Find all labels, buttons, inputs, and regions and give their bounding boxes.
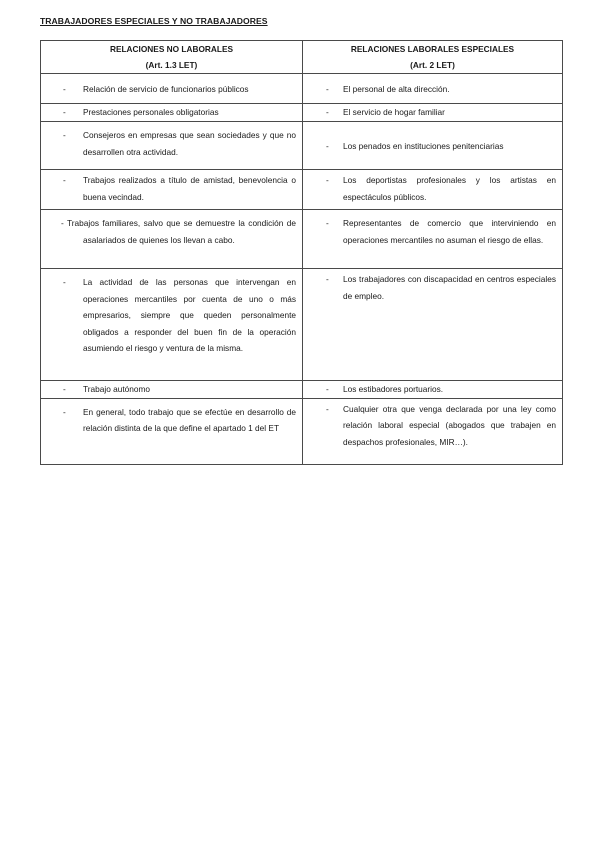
- entry-text: Trabajos realizados a título de amistad, benevolencia o buena vecindad.: [83, 175, 296, 202]
- entry-text: Trabajo autónomo: [83, 384, 151, 394]
- entry-text: Los deportistas profesionales y los artistas en espectáculos públicos.: [343, 175, 556, 202]
- entry-text: Los estibadores portuarios.: [343, 384, 444, 394]
- list-item: [41, 269, 302, 361]
- table-cell: [41, 398, 303, 464]
- list-item: [303, 133, 562, 159]
- entry-text: Los penados en instituciones penitenciarias: [343, 140, 504, 151]
- table-cell: [303, 104, 563, 122]
- bullet-dash: -: [63, 384, 66, 394]
- table-cell: [41, 210, 303, 269]
- list-item: [303, 210, 562, 252]
- list-item: [41, 170, 302, 209]
- header-title: RELACIONES NO LABORALES: [109, 44, 234, 54]
- bullet-dash: -: [63, 83, 66, 94]
- table-cell: [303, 170, 563, 210]
- no-laborales-header: [41, 41, 303, 74]
- table-cell: [303, 398, 563, 464]
- entry-text: Prestaciones personales obligatorias: [83, 107, 219, 118]
- bullet-dash: -: [326, 83, 329, 94]
- table-cell: [303, 210, 563, 269]
- table-cell: [303, 269, 563, 381]
- table-cell: [41, 269, 303, 381]
- relations-table: [40, 40, 563, 465]
- document-title: TRABAJADORES ESPECIALES Y NO TRABAJADORES: [40, 16, 268, 26]
- bullet-dash: -: [63, 277, 66, 287]
- entry-text: Representantes de comercio que interviniendo en operaciones mercantiles no asuman el riesgo de ellas.: [343, 218, 556, 245]
- table-row: [41, 210, 563, 269]
- bullet-dash: -: [63, 130, 66, 140]
- list-item: [303, 104, 562, 121]
- table-row: [41, 269, 563, 381]
- list-item: [303, 399, 562, 455]
- table-row: [41, 381, 563, 399]
- entry-text: Los trabajadores con discapacidad en centros especiales de empleo.: [343, 274, 556, 301]
- entry-text: Cualquier otra que venga declarada por una ley como relación laboral especial (abogados que trabajen en despachos profesionales, MIR…).: [343, 403, 556, 447]
- table-row: [41, 122, 563, 170]
- bullet-dash: -: [326, 384, 329, 394]
- bullet-dash: -: [63, 107, 66, 118]
- table-header-row: [41, 41, 563, 74]
- list-item: [41, 381, 302, 398]
- list-item: [41, 210, 302, 252]
- table-cell: [41, 381, 303, 399]
- table-row: [41, 398, 563, 464]
- table-cell: [41, 104, 303, 122]
- header-article: (Art. 1.3 LET): [145, 60, 198, 70]
- table-cell: [303, 74, 563, 104]
- table-row: [41, 170, 563, 210]
- list-item: [303, 269, 562, 308]
- list-item: [41, 104, 302, 121]
- bullet-dash: -: [326, 107, 329, 118]
- entry-text: En general, todo trabajo que se efectúe en desarrollo de relación distinta de la que define el apartado 1 del ET: [83, 406, 296, 433]
- table-cell: [41, 170, 303, 210]
- laborales-especiales-header: [303, 41, 563, 74]
- list-item: [303, 381, 562, 398]
- list-item: [41, 76, 302, 102]
- table-cell: [303, 122, 563, 170]
- list-item: [41, 122, 302, 164]
- header-article: (Art. 2 LET): [410, 60, 455, 70]
- table-cell: [41, 74, 303, 104]
- table-row: [41, 104, 563, 122]
- bullet-dash: -: [63, 175, 66, 185]
- bullet-dash: -: [326, 218, 329, 228]
- entry-text: Consejeros en empresas que sean sociedades y que no desarrollen otra actividad.: [83, 130, 296, 157]
- entry-text: - Trabajos familiares, salvo que se demuestre la condición de asalariados de quienes los llevan a cabo.: [61, 218, 296, 245]
- entry-text: El personal de alta dirección.: [343, 83, 450, 94]
- entry-text: La actividad de las personas que intervengan en operaciones mercantiles por cuenta de uno o más empresarios, siempre que queden personalmente obligados a responder del buen fin de la operación asumiendo el riesgo y ventura de la misma.: [83, 277, 296, 353]
- bullet-dash: -: [326, 175, 329, 185]
- header-title: RELACIONES LABORALES ESPECIALES: [350, 44, 515, 54]
- list-item: [303, 170, 562, 209]
- bullet-dash: -: [326, 403, 329, 414]
- bullet-dash: -: [326, 274, 329, 284]
- entry-text: Relación de servicio de funcionarios públicos: [83, 83, 249, 94]
- entry-text: El servicio de hogar familiar: [343, 107, 445, 118]
- table-cell: [303, 381, 563, 399]
- table-cell: [41, 122, 303, 170]
- list-item: [41, 399, 302, 441]
- bullet-dash: -: [326, 140, 329, 151]
- bullet-dash: -: [63, 406, 66, 417]
- list-item: [303, 76, 562, 102]
- table-row: [41, 74, 563, 104]
